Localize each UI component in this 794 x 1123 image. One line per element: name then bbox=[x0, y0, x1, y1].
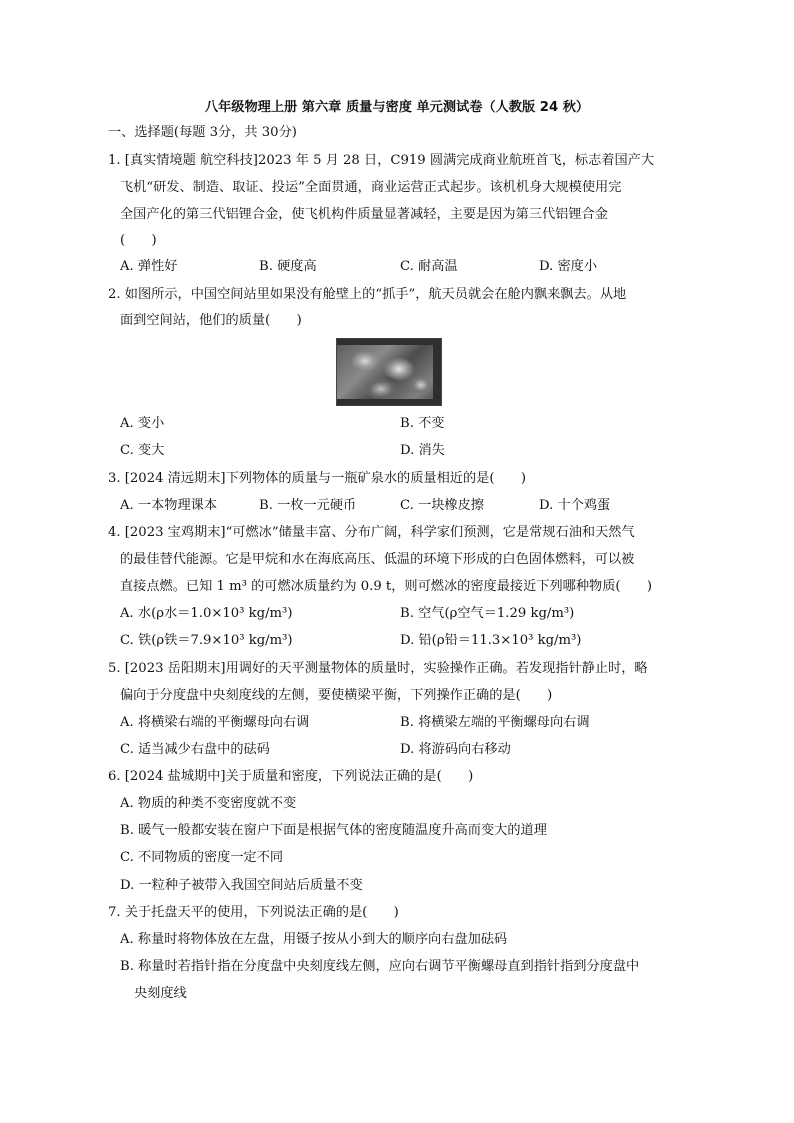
question-4-line-2: 的最佳替代能源。它是甲烷和水在海底高压、低温的环境下形成的白色固体燃料，可以被 bbox=[120, 552, 635, 567]
question-5-line-1: 5. [2023 岳阳期末]用调好的天平测量物体的质量时，实验操作正确。若发现指针静止时，略 bbox=[108, 661, 648, 676]
question-6-option-b: B. 暖气一般都安装在窗户下面是根据气体的密度随温度升高而变大的道理 bbox=[120, 823, 547, 838]
question-2-option-d: D. 消失 bbox=[400, 443, 445, 458]
question-7-option-b-line-2: 央刻度线 bbox=[134, 986, 187, 1001]
question-4-line-1: 4. [2023 宝鸡期末]“可燃冰”储量丰富、分布广阔，科学家们预测，它是常规石油和天然气 bbox=[108, 525, 635, 540]
question-3-option-a: A. 一本物理课本 bbox=[120, 498, 218, 513]
question-5-option-c: C. 适当减少右盘中的砝码 bbox=[120, 742, 270, 757]
question-1-option-c: C. 耐高温 bbox=[400, 259, 458, 274]
question-1-line-2: 飞机“研发、制造、取证、投运”全面贯通，商业运营正式起步。该机机身大规模使用完 bbox=[120, 180, 622, 195]
question-6-option-d: D. 一粒种子被带入我国空间站后质量不变 bbox=[120, 878, 363, 893]
question-1-line-3: 全国产化的第三代铝锂合金，使飞机构件质量显著减轻，主要是因为第三代铝锂合金 bbox=[120, 207, 608, 222]
question-7-option-a: A. 称量时将物体放在左盘，用镊子按从小到大的顺序向右盘加砝码 bbox=[120, 932, 508, 947]
question-1-option-d: D. 密度小 bbox=[539, 259, 598, 274]
question-5-line-2: 偏向于分度盘中央刻度线的左侧，要使横梁平衡，下列操作正确的是( ) bbox=[120, 688, 553, 703]
question-1-option-b: B. 硬度高 bbox=[259, 259, 317, 274]
question-4-option-b: B. 空气(ρ空气＝1.29 kg/m³) bbox=[400, 606, 575, 621]
question-2-option-a: A. 变小 bbox=[120, 416, 165, 431]
question-1-line-1: 1. [真实情境题 航空科技]2023 年 5 月 28 日，C919 圆满完成商业航班首飞，标志着国产大 bbox=[108, 153, 655, 168]
question-4-line-3: 直接点燃。已知 1 m³ 的可燃冰质量约为 0.9 t，则可燃冰的密度最接近下列哪种物质( ) bbox=[120, 579, 653, 594]
question-2-option-b: B. 不变 bbox=[400, 416, 445, 431]
page-title: 八年级物理上册 第六章 质量与密度 单元测试卷（人教版 24 秋） bbox=[204, 100, 590, 115]
question-4-option-c: C. 铁(ρ铁＝7.9×10³ kg/m³) bbox=[120, 633, 293, 648]
question-6-line-1: 6. [2024 盐城期中]关于质量和密度，下列说法正确的是( ) bbox=[108, 769, 474, 784]
question-2-line-1: 2. 如图所示，中国空间站里如果没有舱壁上的“抓手”，航天员就会在舱内飘来飘去。从地 bbox=[108, 287, 627, 302]
question-3-option-b: B. 一枚一元硬币 bbox=[259, 498, 357, 513]
question-4-option-d: D. 铅(ρ铅＝11.3×10³ kg/m³) bbox=[400, 633, 582, 648]
space-station-photo bbox=[336, 338, 442, 406]
question-5-option-b: B. 将横梁左端的平衡螺母向右调 bbox=[400, 715, 590, 730]
question-1-line-4: ( ) bbox=[120, 233, 157, 248]
question-7-option-b-line-1: B. 称量时若指针指在分度盘中央刻度线左侧，应向右调节平衡螺母直到指针指到分度盘中 bbox=[120, 959, 640, 974]
question-3-line-1: 3. [2024 清远期末]下列物体的质量与一瓶矿泉水的质量相近的是( ) bbox=[108, 471, 526, 486]
question-3-option-c: C. 一块橡皮擦 bbox=[400, 498, 484, 513]
question-6-option-a: A. 物质的种类不变密度就不变 bbox=[120, 796, 297, 811]
question-1-option-a: A. 弹性好 bbox=[120, 259, 178, 274]
question-7-line-1: 7. 关于托盘天平的使用，下列说法正确的是( ) bbox=[108, 905, 399, 920]
section-heading: 一、选择题(每题 3分，共 30分) bbox=[108, 125, 297, 140]
question-2-option-c: C. 变大 bbox=[120, 443, 165, 458]
question-4-option-a: A. 水(ρ水＝1.0×10³ kg/m³) bbox=[120, 606, 293, 621]
question-2-line-2: 面到空间站，他们的质量( ) bbox=[120, 313, 302, 328]
question-5-option-d: D. 将游码向右移动 bbox=[400, 742, 511, 757]
question-6-option-c: C. 不同物质的密度一定不同 bbox=[120, 850, 284, 865]
question-5-option-a: A. 将横梁右端的平衡螺母向右调 bbox=[120, 715, 310, 730]
question-3-option-d: D. 十个鸡蛋 bbox=[539, 498, 611, 513]
